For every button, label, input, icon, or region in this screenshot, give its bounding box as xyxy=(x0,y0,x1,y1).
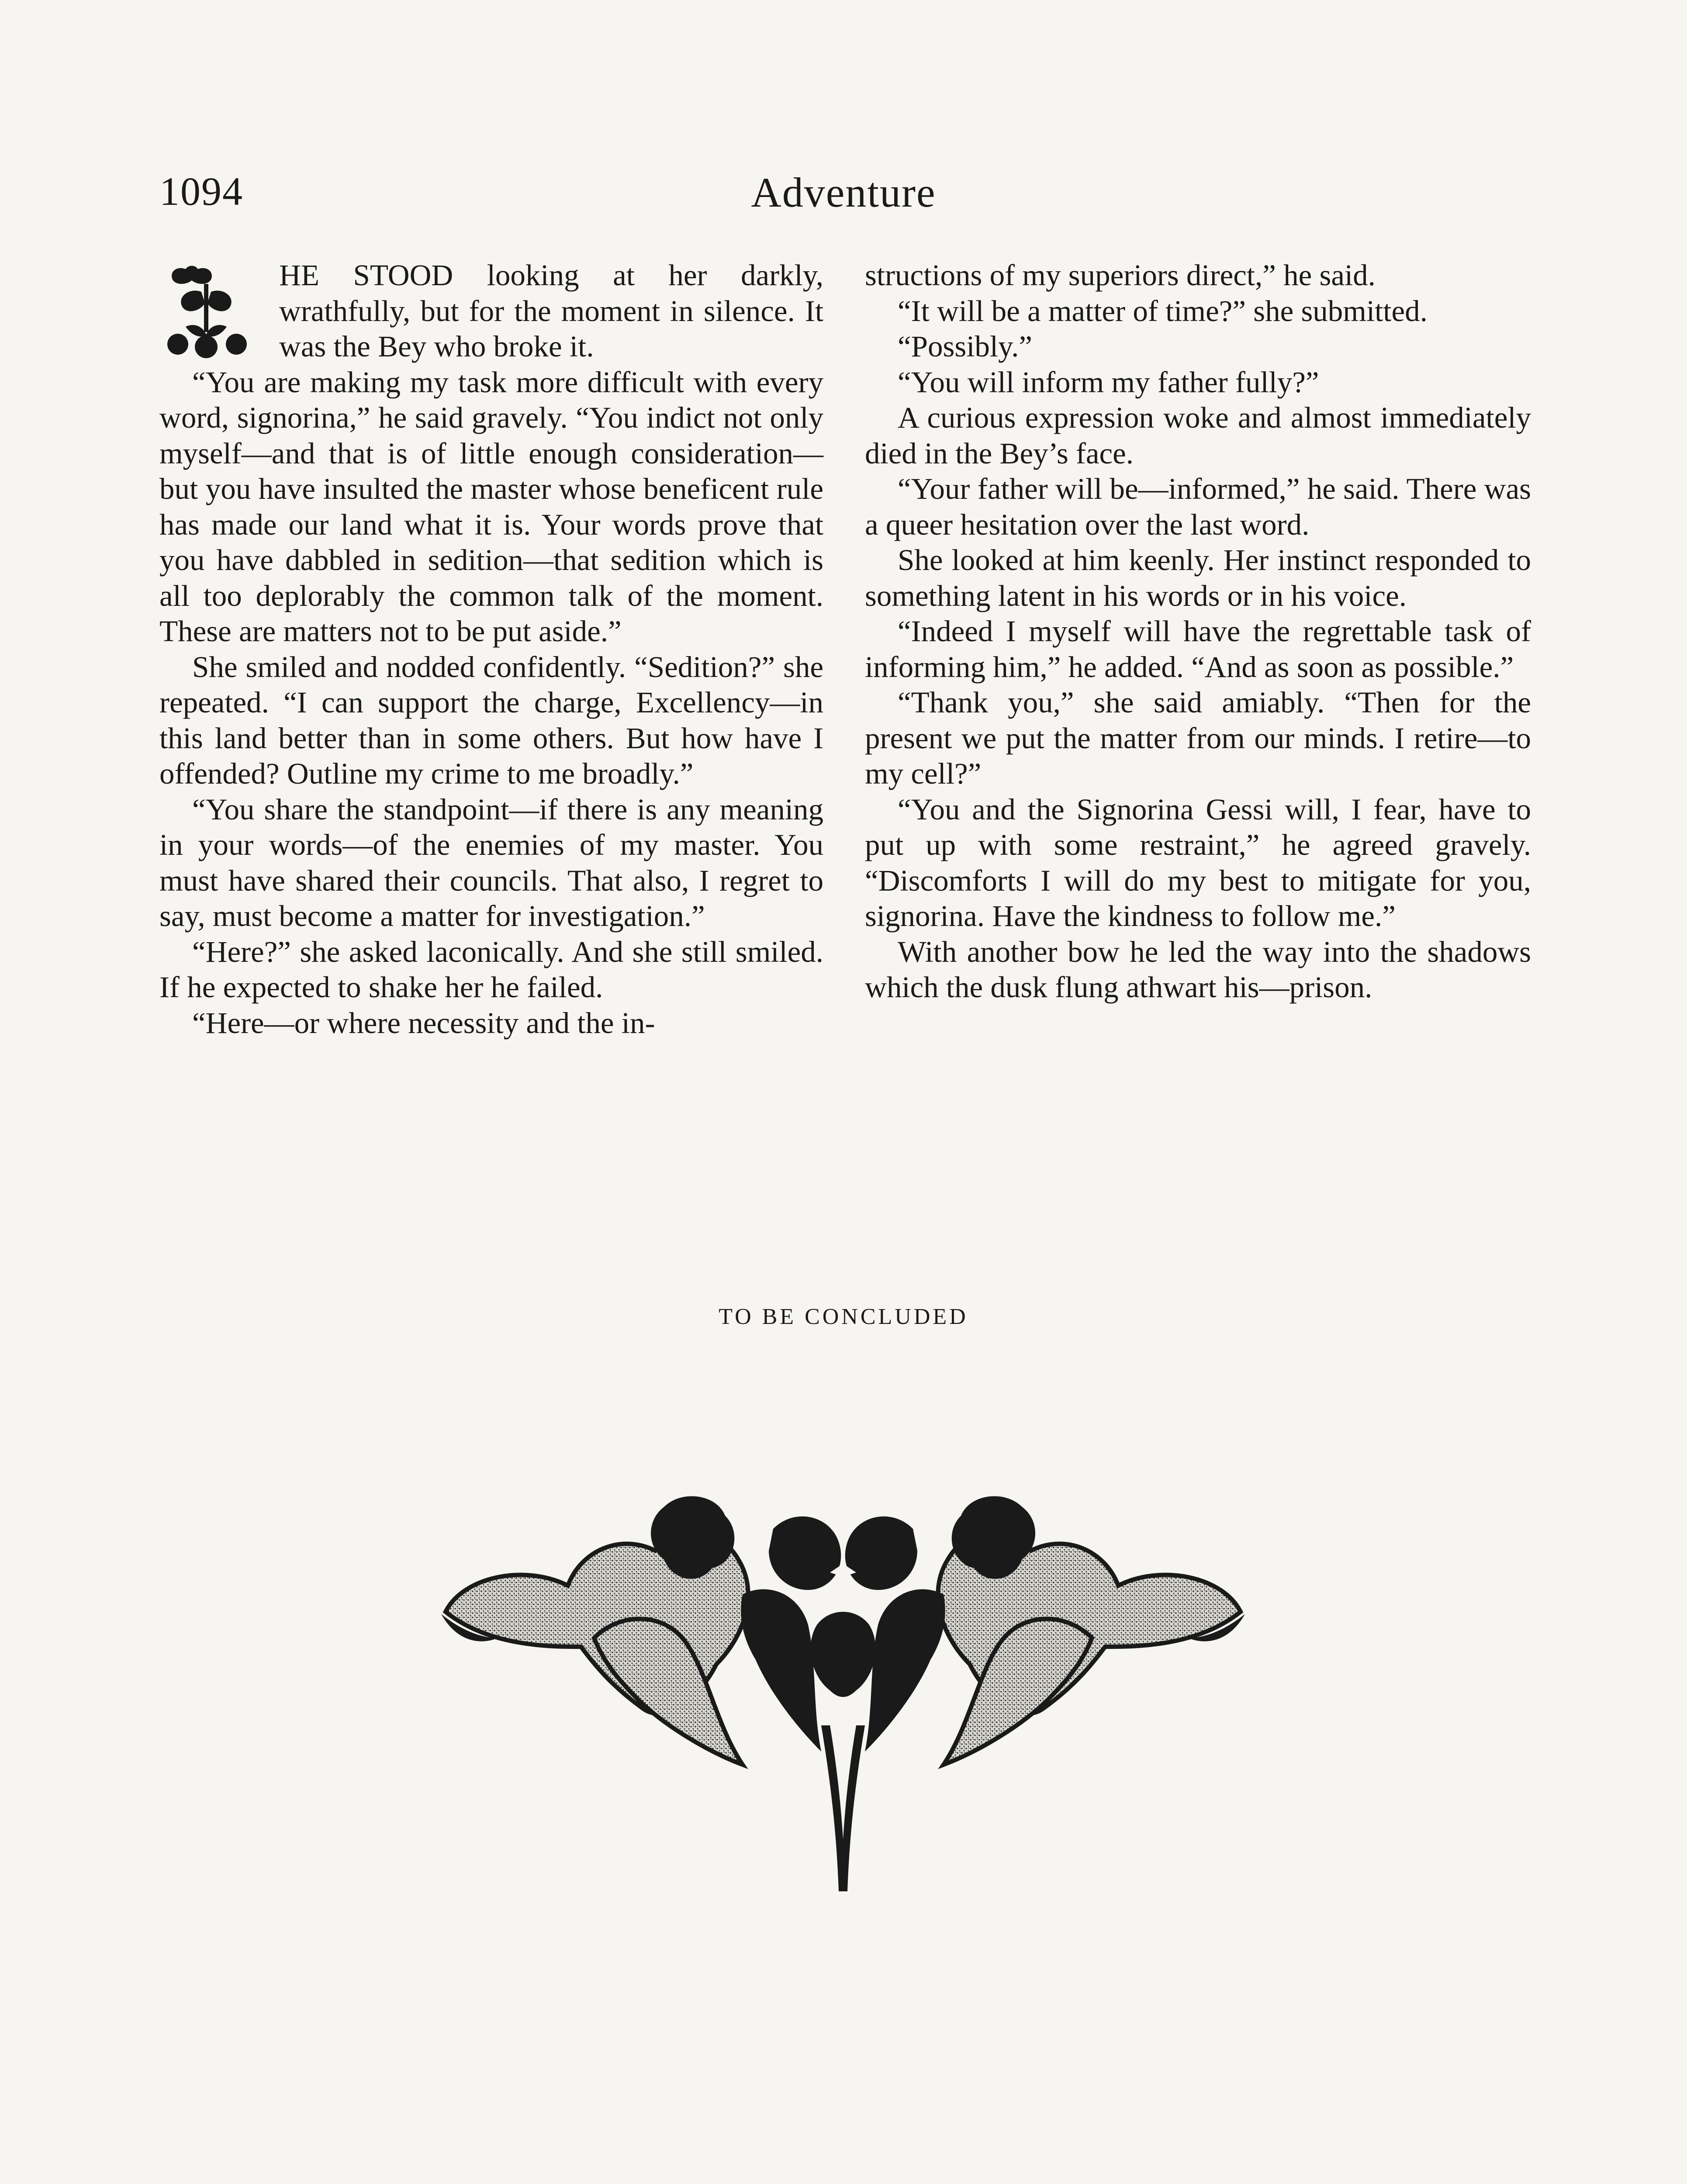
paragraph: “Here?” she asked laconically. And she still smiled. If he expected to shake her he failed. xyxy=(159,935,823,1004)
paragraph: She smiled and nodded confidently. “Sedition?” she repeated. “I can support the charge, Excellency—in this land better than in some others. But how have I offended? Outline my crime to me broadly.” xyxy=(159,650,823,790)
paragraph: “You will inform my father fully?” xyxy=(898,365,1319,399)
floral-tailpiece-icon xyxy=(437,1481,1249,1896)
paragraph: She looked at him keenly. Her instinct responded to something latent in his words or in his voice. xyxy=(865,543,1531,612)
left-column xyxy=(159,258,823,1041)
paragraph: A curious expression woke and almost immediately died in the Bey’s face. xyxy=(865,401,1531,470)
paragraph: “Indeed I myself will have the regrettable task of informing him,” he added. “And as soon as possible.” xyxy=(865,615,1531,684)
page-number: 1094 xyxy=(159,169,243,214)
paragraph: “Possibly.” xyxy=(898,330,1032,363)
paragraph: “Thank you,” she said amiably. “Then for the present we put the matter from our minds. I retire—to my cell?” xyxy=(865,686,1531,790)
to-be-concluded-note: TO BE CONCLUDED xyxy=(719,1304,968,1329)
floral-dropcap-icon xyxy=(159,261,264,359)
paragraph: “Here—or where necessity and the in- xyxy=(192,1006,655,1040)
opening-paragraph: HE STOOD looking at her darkly, wrathfully, but for the moment in silence. It was the Bey who broke it. xyxy=(279,259,823,363)
running-title: Adventure xyxy=(751,169,936,216)
paragraph: “Your father will be—informed,” he said. There was a queer hesitation over the last word. xyxy=(865,472,1531,541)
paragraph: With another bow he led the way into the shadows which the dusk flung athwart his—prison. xyxy=(865,935,1531,1004)
right-column xyxy=(865,258,1531,1006)
paragraph: “You share the standpoint—if there is any meaning in your words—of the enemies of my master. You must have shared their councils. That also, I regret to say, must become a matter for investigation.” xyxy=(159,792,823,933)
paragraph: “You and the Signorina Gessi will, I fear, have to put up with some restraint,” he agreed gravely. “Discomforts I will do my best to mitigate for you, signorina. Have the kindness to follow me.” xyxy=(865,792,1531,933)
paragraph: “It will be a matter of time?” she submitted. xyxy=(898,294,1428,328)
paragraph: “You are making my task more difficult with every word, signorina,” he said gravely. “You indict not only myself—and that is of little enough consideration—but you have insulted the master whose beneficent rule has made our land what it is. Your words prove that you have dabbled in sedition—that sedition which is all too deplorably the common talk of the moment. These are matters not to be put aside.” xyxy=(159,365,823,648)
paragraph-continuation: structions of my superiors direct,” he said. xyxy=(865,259,1376,292)
